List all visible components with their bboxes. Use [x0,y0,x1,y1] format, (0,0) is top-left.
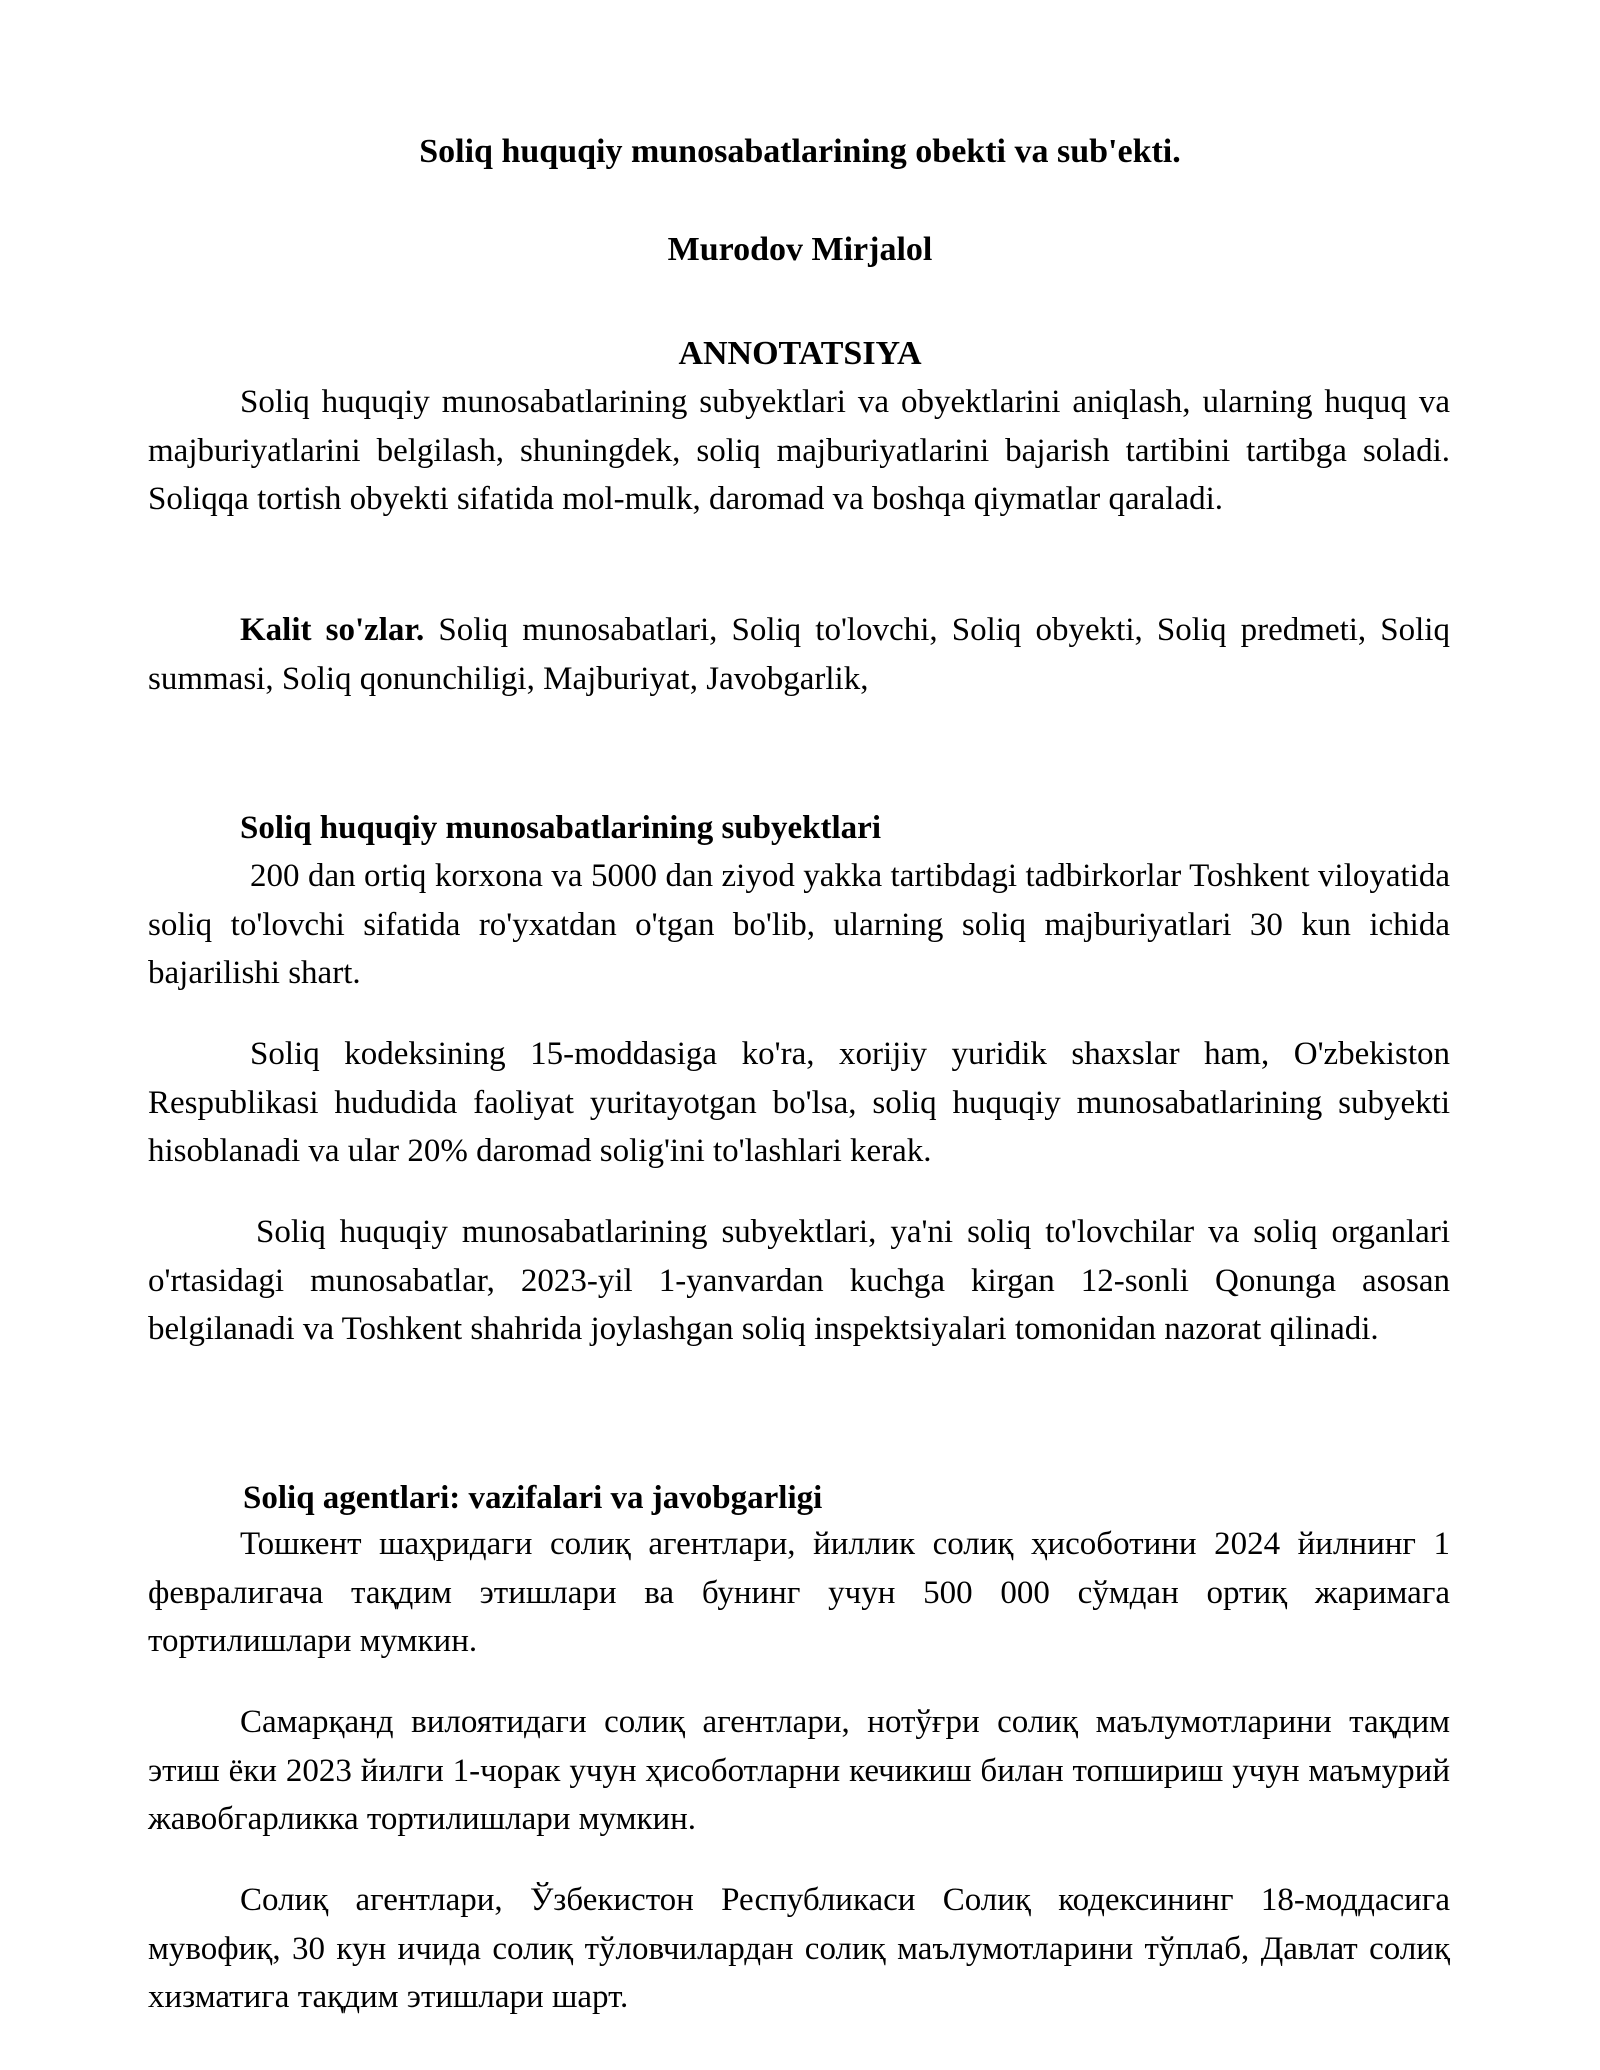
annotation-paragraph: Soliq huquqiy munosabatlarining subyektlari va obyektlarini aniqlash, ularning huquq va majburiyatlarini belgilash, shuningdek, soliq majburiyatlarini bajarish tartibini tartibga soladi. Soliqqa tortish obyekti sifatida mol-mulk, daromad va boshqa qiymatlar qaraladi. [148,384,1450,517]
author-name: Murodov Mirjalol [667,231,933,268]
keywords-paragraph [148,606,1450,703]
keywords-text: Soliq munosabatlari, Soliq to'lovchi, Soliq obyekti, Soliq predmeti, Soliq summasi, Soliq qonunchiligi, Majburiyat, Javobgarlik, [148,612,1450,697]
keywords-label: Kalit so'zlar. [240,612,425,648]
annotation-heading: ANNOTATSIYA [678,335,922,372]
section-heading-subjects: Soliq huquqiy munosabatlarining subyektlari [240,810,881,846]
section-heading-agents: Soliq agentlari: vazifalari va javobgarligi [243,1480,823,1516]
subjects-paragraph-1: 200 dan ortiq korxona va 5000 dan ziyod yakka tartibdagi tadbirkorlar Toshkent viloyatida soliq to'lovchi sifatida ro'yxatdan o'tgan bo'lib, ularning soliq majburiyatlari 30 kun ichida bajarilishi shart. [148,858,1450,991]
subjects-paragraph-3: Soliq huquqiy munosabatlarining subyektlari, ya'ni soliq to'lovchilar va soliq organlari o'rtasidagi munosabatlar, 2023-yil 1-yanvardan kuchga kirgan 12-sonli Qonunga asosan belgilanadi va Toshkent shahrida joylashgan soliq inspektsiyalari tomonidan nazorat qilinadi. [148,1214,1450,1347]
document-title: Soliq huquqiy munosabatlarining obekti va sub'ekti. [419,133,1181,170]
agents-paragraph-3: Солиқ агентлари, Ўзбекистон Республикаси Солиқ кодексининг 18-моддасига мувофиқ, 30 кун ичида солиқ тўловчилардан солиқ маълумотларини тўплаб, Давлат солиқ хизматига тақдим этишлари шарт. [148,1882,1450,2015]
subjects-paragraph-2: Soliq kodeksining 15-moddasiga ko'ra, xorijiy yuridik shaxslar ham, O'zbekiston Respublikasi hududida faoliyat yuritayotgan bo'lsa, soliq huquqiy munosabatlarining subyekti hisoblanadi va ular 20% daromad solig'ini to'lashlari kerak. [148,1036,1450,1169]
agents-paragraph-2: Самарқанд вилоятидаги солиқ агентлари, нотўғри солиқ маълумотларини тақдим этиш ёки 2023 йилги 1-чорак учун ҳисоботларни кечикиш билан топшириш учун маъмурий жавобгарликка тортилишлари мумкин. [148,1704,1450,1837]
agents-paragraph-1: Тошкент шаҳридаги солиқ агентлари, йиллик солиқ ҳисоботини 2024 йилнинг 1 февралигача тақдим этишлари ва бунинг учун 500 000 сўмдан ортиқ жаримага тортилишлари мумкин. [148,1526,1450,1659]
